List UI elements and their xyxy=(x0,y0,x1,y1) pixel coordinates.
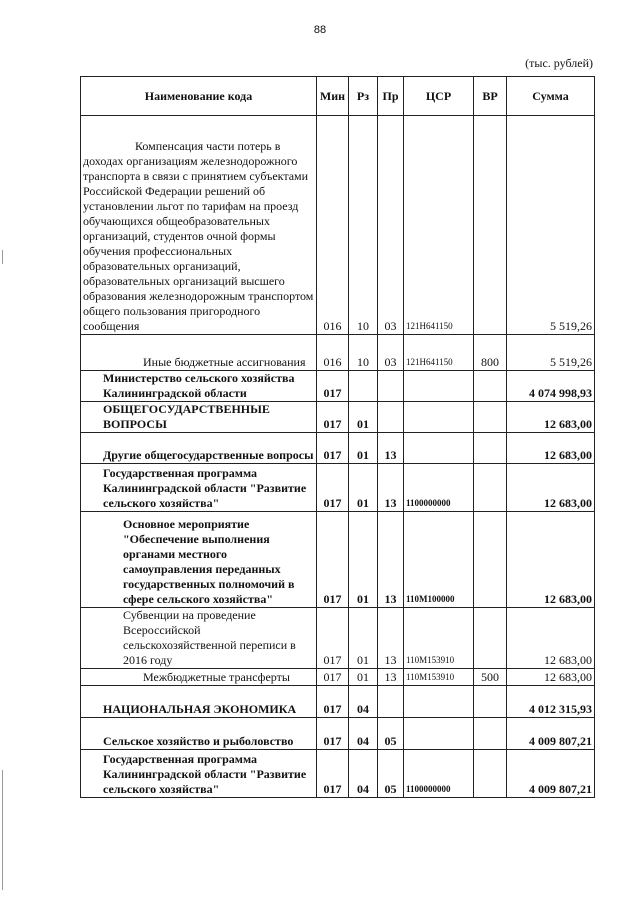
row-name-text: Сельское хозяйство и рыболовство xyxy=(103,734,294,748)
row-name xyxy=(81,402,317,433)
row-csr: 121Н641150 xyxy=(404,335,474,371)
row-csr: 110М153910 xyxy=(404,669,474,686)
row-sum: 12 683,00 xyxy=(507,608,595,669)
row-name-text: НАЦИОНАЛЬНАЯ ЭКОНОМИКА xyxy=(103,702,297,716)
row-vr xyxy=(474,686,507,718)
row-sum: 4 009 807,21 xyxy=(507,750,595,798)
row-vr xyxy=(474,608,507,669)
row-name xyxy=(81,608,317,669)
row-min: 017 xyxy=(317,464,349,512)
row-rz: 04 xyxy=(349,750,378,798)
row-pr: 05 xyxy=(378,718,404,750)
row-sum: 12 683,00 xyxy=(507,512,595,608)
row-name xyxy=(81,669,317,686)
row-rz: 01 xyxy=(349,512,378,608)
row-name-text: Иные бюджетные ассигнования xyxy=(143,355,306,369)
row-sum: 12 683,00 xyxy=(507,402,595,433)
header-name: Наименование кода xyxy=(81,77,317,116)
row-name-text: Компенсация части потерь в доходах организациям железнодорожного транспорта в связи с принятием субъектами Российской Федерации решений об установлении льгот по тарифам на проезд обучающихся общеобразовательных организаций, студентов очной формы обучения профессиональных образовательных организаций, образовательных организаций высшего образования железнодорожным транспортом общего пользования пригородного сообщения xyxy=(83,139,314,333)
row-rz: 01 xyxy=(349,608,378,669)
row-min: 016 xyxy=(317,116,349,335)
table-row xyxy=(81,750,595,798)
row-vr xyxy=(474,464,507,512)
row-pr: 13 xyxy=(378,512,404,608)
unit-note: (тыс. рублей) xyxy=(525,56,593,70)
row-vr xyxy=(474,371,507,402)
binding-margin-line xyxy=(2,250,3,264)
row-name-text: Основное мероприятие "Обеспечение выполнения органами местного самоуправления переданных государственных полномочий в сфере сельского хозяйства" xyxy=(123,517,295,606)
row-name-text: Субвенции на проведение Всероссийской сельскохозяйственной переписи в 2016 году xyxy=(123,608,296,667)
table-header-row xyxy=(81,77,595,116)
row-rz: 04 xyxy=(349,718,378,750)
row-pr: 13 xyxy=(378,433,404,464)
row-csr xyxy=(404,402,474,433)
row-min: 016 xyxy=(317,335,349,371)
row-rz: 10 xyxy=(349,116,378,335)
row-sum: 4 009 807,21 xyxy=(507,718,595,750)
row-min: 017 xyxy=(317,750,349,798)
row-sum: 12 683,00 xyxy=(507,433,595,464)
row-sum: 4 074 998,93 xyxy=(507,371,595,402)
row-sum: 5 519,26 xyxy=(507,116,595,335)
row-rz: 01 xyxy=(349,464,378,512)
row-rz: 01 xyxy=(349,669,378,686)
table-row xyxy=(81,402,595,433)
row-min: 017 xyxy=(317,669,349,686)
row-sum: 4 012 315,93 xyxy=(507,686,595,718)
row-name-text: ОБЩЕГОСУДАРСТВЕННЫЕ ВОПРОСЫ xyxy=(103,402,270,431)
row-name xyxy=(81,464,317,512)
row-pr: 13 xyxy=(378,608,404,669)
row-name xyxy=(81,116,317,335)
header-csr: ЦСР xyxy=(404,77,474,116)
row-csr xyxy=(404,433,474,464)
row-min: 017 xyxy=(317,686,349,718)
row-pr: 05 xyxy=(378,750,404,798)
row-pr xyxy=(378,402,404,433)
row-pr: 03 xyxy=(378,335,404,371)
row-sum: 12 683,00 xyxy=(507,669,595,686)
row-rz: 01 xyxy=(349,402,378,433)
row-name-text: Министерство сельского хозяйства Калининградской области xyxy=(103,371,295,400)
budget-table xyxy=(80,76,595,798)
row-name-text: Государственная программа Калининградской области "Развитие сельского хозяйства" xyxy=(103,466,307,510)
table-row xyxy=(81,433,595,464)
header-vr: ВР xyxy=(474,77,507,116)
row-vr: 500 xyxy=(474,669,507,686)
row-csr: 110М153910 xyxy=(404,608,474,669)
row-pr xyxy=(378,371,404,402)
table-row xyxy=(81,608,595,669)
row-vr xyxy=(474,750,507,798)
row-min: 017 xyxy=(317,433,349,464)
row-pr: 13 xyxy=(378,464,404,512)
row-vr xyxy=(474,512,507,608)
row-pr: 13 xyxy=(378,669,404,686)
table-row xyxy=(81,335,595,371)
row-vr: 800 xyxy=(474,335,507,371)
row-vr xyxy=(474,116,507,335)
header-min: Мин xyxy=(317,77,349,116)
row-name xyxy=(81,750,317,798)
row-csr: 110М100000 xyxy=(404,512,474,608)
row-name-text: Другие общегосударственные вопросы xyxy=(103,448,314,462)
table-row xyxy=(81,371,595,402)
row-rz xyxy=(349,371,378,402)
table-row xyxy=(81,464,595,512)
row-name xyxy=(81,512,317,608)
row-csr xyxy=(404,371,474,402)
row-name-text: Межбюджетные трансферты xyxy=(143,670,290,684)
row-sum: 5 519,26 xyxy=(507,335,595,371)
row-min: 017 xyxy=(317,371,349,402)
row-name xyxy=(81,371,317,402)
table-row xyxy=(81,512,595,608)
row-vr xyxy=(474,433,507,464)
header-rz: Рз xyxy=(349,77,378,116)
row-vr xyxy=(474,402,507,433)
header-sum: Сумма xyxy=(507,77,595,116)
row-min: 017 xyxy=(317,402,349,433)
row-min: 017 xyxy=(317,608,349,669)
page-number: 88 xyxy=(313,24,327,36)
row-csr: 121Н641150 xyxy=(404,116,474,335)
row-csr xyxy=(404,686,474,718)
header-pr: Пр xyxy=(378,77,404,116)
table-row xyxy=(81,116,595,335)
row-name xyxy=(81,335,317,371)
row-min: 017 xyxy=(317,718,349,750)
table-row xyxy=(81,718,595,750)
row-sum: 12 683,00 xyxy=(507,464,595,512)
table-row xyxy=(81,686,595,718)
binding-margin-line xyxy=(2,770,3,890)
row-rz: 01 xyxy=(349,433,378,464)
row-vr xyxy=(474,718,507,750)
row-name xyxy=(81,686,317,718)
row-csr xyxy=(404,718,474,750)
row-name-text: Государственная программа Калининградской области "Развитие сельского хозяйства" xyxy=(103,752,307,796)
row-rz: 10 xyxy=(349,335,378,371)
row-pr: 03 xyxy=(378,116,404,335)
row-rz: 04 xyxy=(349,686,378,718)
row-pr xyxy=(378,686,404,718)
row-csr: 1100000000 xyxy=(404,464,474,512)
table-row xyxy=(81,669,595,686)
row-name xyxy=(81,718,317,750)
row-min: 017 xyxy=(317,512,349,608)
row-csr: 1100000000 xyxy=(404,750,474,798)
row-name xyxy=(81,433,317,464)
